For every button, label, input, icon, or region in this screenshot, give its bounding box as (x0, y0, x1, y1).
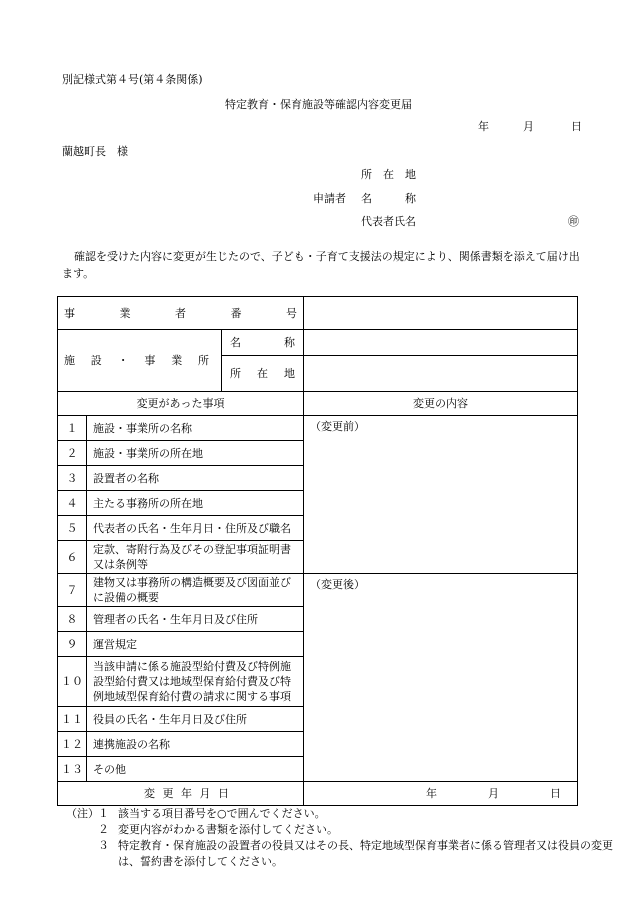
item-number[interactable]: ６ (58, 541, 87, 574)
item-row (58, 416, 578, 441)
change-date-row (58, 782, 578, 806)
operator-number-field[interactable] (304, 297, 578, 330)
item-text: 役員の氏名・生年月日及び住所 (87, 707, 304, 732)
notes (66, 806, 630, 870)
item-text: 連携施設の名称 (87, 732, 304, 757)
item-number[interactable]: ９ (58, 632, 87, 657)
change-content-header: 変更の内容 (304, 392, 578, 416)
document-title: 特定教育・保育施設等確認内容変更届 (225, 98, 412, 111)
addressee: 蘭越町長 様 (62, 145, 128, 158)
column-header-row (58, 392, 578, 416)
item-text: 管理者の氏名・生年月日及び住所 (87, 607, 304, 632)
change-after-label: （変更後） (310, 578, 366, 591)
item-number[interactable]: １ (58, 416, 87, 441)
item-number[interactable]: １２ (58, 732, 87, 757)
item-number[interactable]: ２ (58, 441, 87, 466)
change-before-label: （変更前） (310, 420, 366, 433)
item-text: 運営規定 (87, 632, 304, 657)
item-number[interactable]: １１ (58, 707, 87, 732)
item-number[interactable]: ８ (58, 607, 87, 632)
changed-items-header: 変更があった事項 (58, 392, 304, 416)
header-date-year: 年 (478, 120, 489, 133)
item-text: 施設・事業所の名称 (87, 416, 304, 441)
note-item: ２ 変更内容がわかる書類を添付してください。 (98, 823, 338, 836)
change-form-table (57, 296, 578, 806)
facility-name-label: 名 称 (222, 330, 304, 356)
item-number[interactable]: ４ (58, 491, 87, 516)
item-text: 当該申請に係る施設型給付費及び特例施設型給付費又は地域型保育給付費及び特例地域型保育給付費の請求に関する事項 (87, 657, 304, 707)
item-text: 主たる事務所の所在地 (87, 491, 304, 516)
facility-name-row (58, 330, 578, 356)
facility-address-field[interactable] (304, 356, 578, 392)
item-text: 施設・事業所の所在地 (87, 441, 304, 466)
item-text: 設置者の名称 (87, 466, 304, 491)
item-number[interactable]: １３ (58, 757, 87, 782)
item-text: 代表者の氏名・生年月日・住所及び職名 (87, 516, 304, 541)
operator-number-label: 事 業 者 番 号 (58, 297, 304, 330)
facility-label: 施 設 ・ 事 業 所 (58, 330, 222, 392)
item-number[interactable]: ５ (58, 516, 87, 541)
note-item: ３ 特定教育・保育施設の設置者の役員又はその長、特定地域型保育事業者に係る管理者又は役員の変更は、誓約書を添付してください。 (98, 839, 613, 868)
item-number[interactable]: １０ (58, 657, 87, 707)
applicant-rep-label: 代表者氏名 (361, 215, 416, 228)
change-date-field[interactable]: 年 月 日 (304, 782, 578, 806)
item-text: 建物又は事務所の構造概要及び図面並びに設備の概要 (87, 574, 304, 607)
item-text: 定款、寄附行為及びその登記事項証明書又は条例等 (87, 541, 304, 574)
item-number[interactable]: ７ (58, 574, 87, 607)
facility-name-field[interactable] (304, 330, 578, 356)
seal-mark: ㊞ (568, 215, 579, 228)
note-item: （注）１ 該当する項目番号を○で囲んでください。 (66, 807, 326, 820)
change-before-cell[interactable] (304, 416, 578, 574)
item-text: その他 (87, 757, 304, 782)
item-row (58, 574, 578, 607)
facility-address-label: 所 在 地 (222, 356, 304, 392)
applicant-address-label: 所 在 地 (361, 168, 416, 181)
header-date-month: 月 (523, 120, 534, 133)
change-date-label: 変 更 年 月 日 (58, 782, 304, 806)
applicant-role: 申請者 (313, 192, 346, 205)
form-reference: 別記様式第４号(第４条関係) (62, 73, 203, 86)
applicant-name-label: 名 称 (361, 192, 416, 205)
item-number[interactable]: ３ (58, 466, 87, 491)
intro-text: 確認を受けた内容に変更が生じたので、子ども・子育て支援法の規定により、関係書類を添えて届け出ます。 (62, 250, 580, 280)
header-date-day: 日 (571, 120, 582, 133)
change-after-cell[interactable] (304, 574, 578, 782)
operator-number-row (58, 297, 578, 330)
